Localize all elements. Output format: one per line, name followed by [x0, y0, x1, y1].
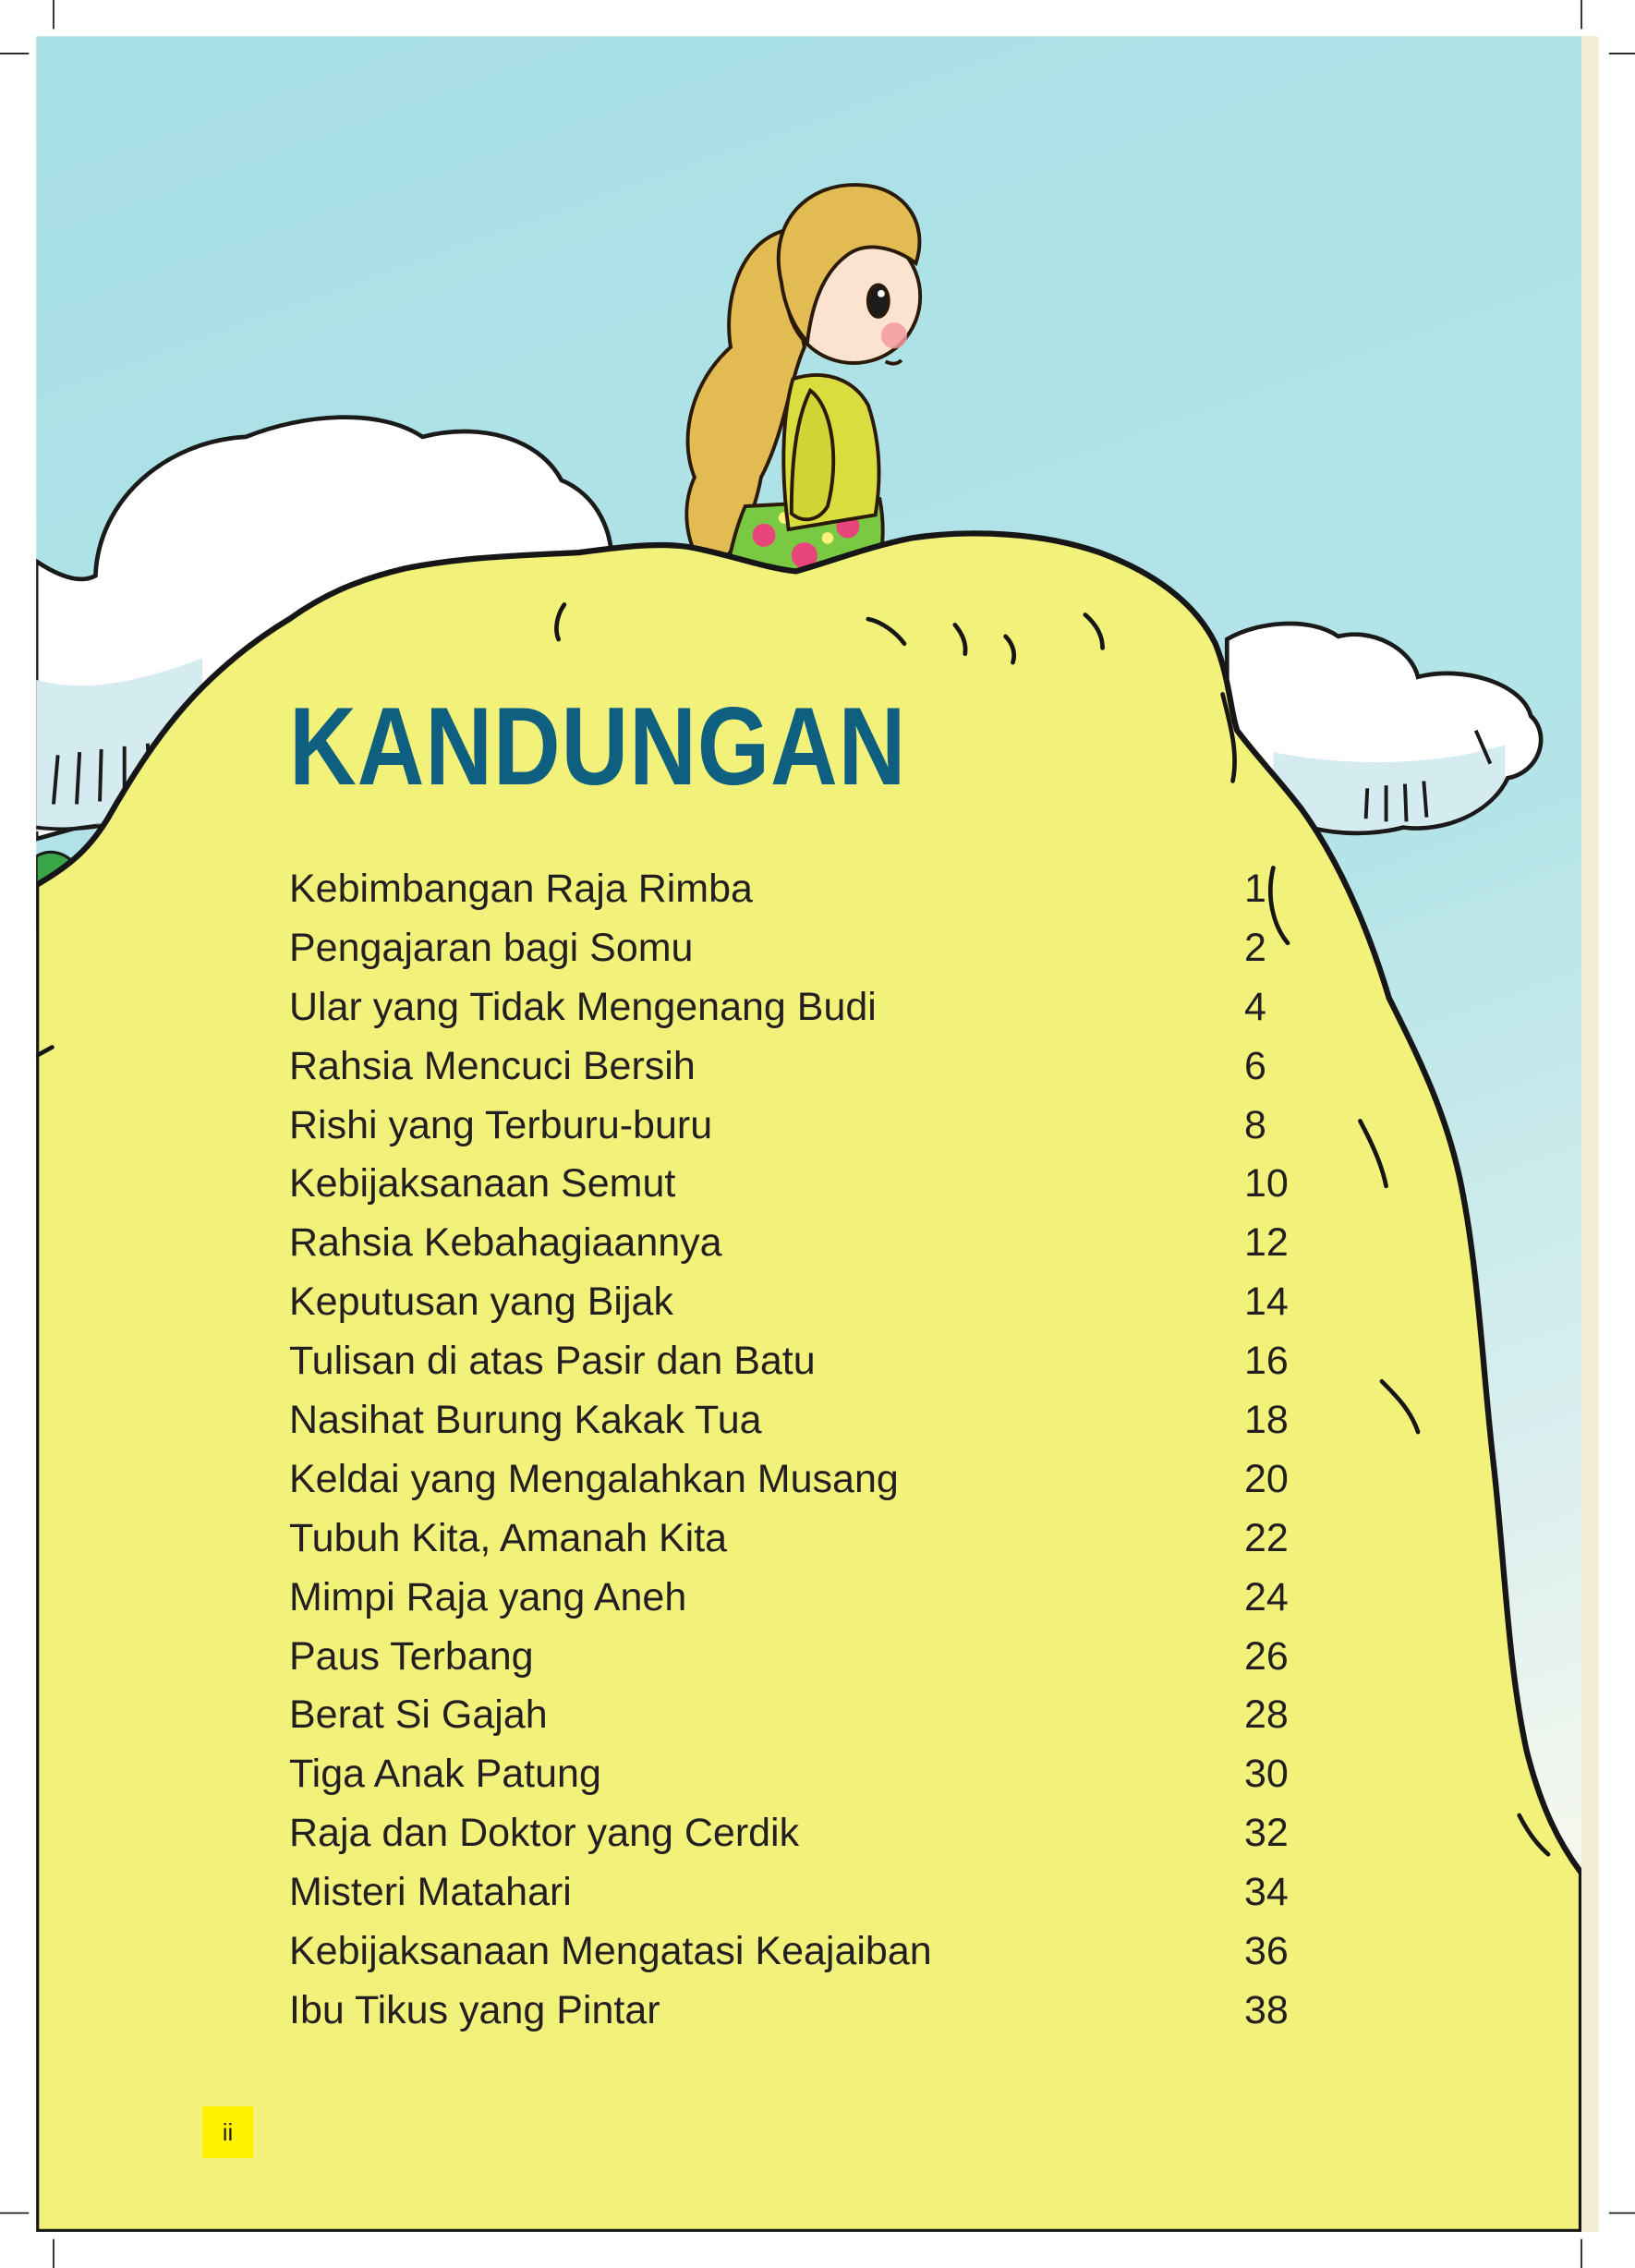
- table-of-contents: [289, 860, 1324, 2041]
- toc-entry-title: Rishi yang Terburu-buru: [289, 1102, 713, 1147]
- toc-entry-page: 8: [1244, 1102, 1266, 1147]
- toc-entry: [289, 919, 1324, 978]
- toc-title: KANDUNGAN: [289, 685, 907, 808]
- toc-entry: [289, 1982, 1324, 2041]
- toc-entry-title: Rahsia Kebahagiaannya: [289, 1220, 722, 1266]
- toc-entry: [289, 1686, 1324, 1745]
- toc-entry: [289, 1510, 1324, 1569]
- toc-entry-page: 38: [1244, 1987, 1289, 2032]
- toc-entry-title: Kebijaksanaan Semut: [289, 1161, 676, 1207]
- toc-entry-page: 28: [1244, 1692, 1289, 1738]
- toc-entry-title: Nasihat Burung Kakak Tua: [289, 1398, 762, 1443]
- toc-entry: [289, 1569, 1324, 1628]
- toc-entry-title: Pengajaran bagi Somu: [289, 925, 694, 970]
- toc-entry: [289, 1273, 1324, 1332]
- toc-entry-page: 4: [1244, 984, 1266, 1029]
- toc-entry-page: 16: [1244, 1339, 1289, 1384]
- toc-entry-title: Tulisan di atas Pasir dan Batu: [289, 1339, 816, 1384]
- toc-entry-page: 6: [1244, 1043, 1266, 1088]
- toc-entry-page: 26: [1244, 1633, 1289, 1679]
- toc-entry-title: Mimpi Raja yang Aneh: [289, 1574, 687, 1619]
- toc-entry: [289, 1863, 1324, 1922]
- toc-entry: [289, 1332, 1324, 1391]
- toc-entry-title: Ibu Tikus yang Pintar: [289, 1987, 660, 2032]
- toc-entry-page: 30: [1244, 1752, 1289, 1797]
- toc-entry-title: Tiga Anak Patung: [289, 1752, 601, 1797]
- toc-entry-page: 34: [1244, 1870, 1289, 1915]
- page-edge-strip: [1581, 36, 1599, 2232]
- toc-entry: [289, 1037, 1324, 1097]
- toc-entry-title: Tubuh Kita, Amanah Kita: [289, 1515, 728, 1560]
- toc-entry-page: 36: [1244, 1929, 1289, 1974]
- toc-entry: [289, 1155, 1324, 1214]
- toc-entry-page: 1: [1244, 867, 1266, 911]
- toc-entry-page: 14: [1244, 1280, 1289, 1325]
- toc-entry-page: 10: [1244, 1161, 1289, 1207]
- toc-entry-title: Ular yang Tidak Mengenang Budi: [289, 984, 877, 1029]
- toc-entry-page: 22: [1244, 1515, 1289, 1560]
- page-number-badge: ii: [202, 2106, 253, 2158]
- toc-entry-page: 20: [1244, 1456, 1289, 1501]
- toc-entry: [289, 1391, 1324, 1450]
- toc-entry: [289, 1214, 1324, 1273]
- toc-entry: [289, 1628, 1324, 1687]
- toc-entry-title: Paus Terbang: [289, 1633, 534, 1679]
- toc-entry-title: Misteri Matahari: [289, 1870, 572, 1915]
- toc-entry-title: Raja dan Doktor yang Cerdik: [289, 1811, 800, 1856]
- toc-entry-title: Berat Si Gajah: [289, 1692, 548, 1738]
- toc-entry: [289, 860, 1324, 919]
- toc-entry: [289, 1745, 1324, 1804]
- toc-entry-title: Kebijaksanaan Mengatasi Keajaiban: [289, 1929, 932, 1974]
- toc-entry-title: Kebimbangan Raja Rimba: [289, 867, 753, 911]
- toc-entry-title: Keldai yang Mengalahkan Musang: [289, 1456, 899, 1501]
- toc-entry: [289, 1097, 1324, 1156]
- toc-entry: [289, 978, 1324, 1037]
- toc-entry-page: 2: [1244, 925, 1266, 970]
- toc-entry: [289, 1450, 1324, 1510]
- toc-entry-page: 24: [1244, 1574, 1289, 1619]
- toc-entry-title: Rahsia Mencuci Bersih: [289, 1043, 696, 1088]
- toc-entry-page: 32: [1244, 1811, 1289, 1856]
- toc-entry: [289, 1804, 1324, 1863]
- toc-entry-page: 12: [1244, 1220, 1289, 1266]
- toc-entry-title: Keputusan yang Bijak: [289, 1280, 673, 1325]
- toc-entry: [289, 1922, 1324, 1982]
- toc-entry-page: 18: [1244, 1398, 1289, 1443]
